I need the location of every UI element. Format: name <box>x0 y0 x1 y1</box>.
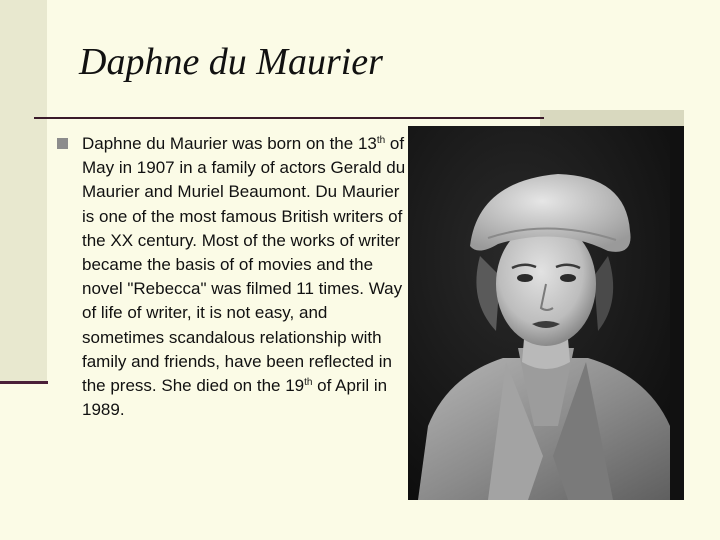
bullet-text-part-1: Daphne du Maurier was born on the 13 <box>82 134 377 153</box>
square-bullet-icon <box>57 138 68 149</box>
portrait-photo <box>408 126 684 500</box>
ordinal-suffix-1: th <box>376 135 386 146</box>
bullet-text-part-3: of April in 1989. <box>82 376 388 420</box>
top-accent-bar <box>540 110 684 127</box>
bullet-paragraph <box>82 132 412 422</box>
title-divider <box>34 117 544 119</box>
bullet-text-part-2: of May in 1907 in a family of actors Gerald du Maurier and Muriel Beaumont. Du Maurier is one of the most famous British writers of the XX century. Most of the works of writer became the basis of of movies and the novel "Rebecca" was filmed 11 times. Way of life of writer, it is not easy, and sometimes scandalous relationship with family and friends, have been reflected in the press. She died on the 19 <box>82 134 406 396</box>
slide-title: Daphne du Maurier <box>79 41 383 83</box>
portrait-illustration <box>408 126 684 500</box>
left-decor-edge <box>0 381 48 384</box>
ordinal-suffix-2: th <box>304 377 313 389</box>
left-decor-band <box>0 0 47 384</box>
